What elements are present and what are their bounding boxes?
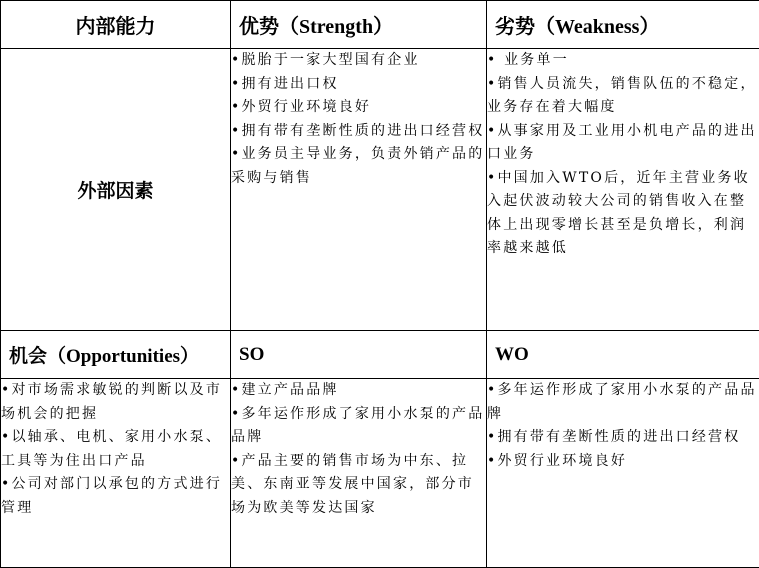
so-cell — [231, 379, 487, 568]
wo-item: •外贸行业环境良好 — [487, 450, 759, 474]
header-internal-capability — [1, 1, 231, 49]
header-strength-text: 优势（Strength） — [231, 16, 393, 38]
header-internal-capability-text: 内部能力 — [1, 10, 230, 39]
weakness-item: • 业务单一 — [487, 49, 759, 73]
opportunity-item: •公司对部门以承包的方式进行管理 — [1, 473, 230, 520]
so-item: •多年运作形成了家用小水泵的产品品牌 — [231, 403, 486, 450]
opportunity-item: •对市场需求敏锐的判断以及市场机会的把握 — [1, 379, 230, 426]
opportunities-header-text: 机会（Opportunities） — [1, 341, 230, 368]
opportunity-item: •以轴承、电机、家用小水泵、工具等为住出口产品 — [1, 426, 230, 473]
opportunities-cell — [1, 379, 231, 568]
external-row — [1, 49, 759, 331]
header-row — [1, 1, 759, 49]
header-strength — [231, 1, 487, 49]
strength-item: •拥有带有垄断性质的进出口经营权 — [231, 120, 486, 144]
strength-item: •脱胎于一家大型国有企业 — [231, 49, 486, 73]
opportunities-header — [1, 331, 231, 379]
so-item: •产品主要的销售市场为中东、拉美、东南亚等发展中国家，部分市场为欧美等发达国家 — [231, 450, 486, 521]
weaknesses-cell — [487, 49, 759, 331]
opportunity-body-row — [1, 379, 759, 568]
wo-item: •多年运作形成了家用小水泵的产品品牌 — [487, 379, 759, 426]
opportunity-header-row — [1, 331, 759, 379]
header-weakness — [487, 1, 759, 49]
wo-cell — [487, 379, 759, 568]
wo-header-text: WO — [487, 344, 529, 365]
so-header — [231, 331, 487, 379]
strengths-cell — [231, 49, 487, 331]
header-weakness-text: 劣势（Weakness） — [487, 16, 659, 38]
so-item: •建立产品品牌 — [231, 379, 486, 403]
weakness-item: •销售人员流失，销售队伍的不稳定，业务存在着大幅度 — [487, 73, 759, 120]
external-factors-label: 外部因素 — [1, 49, 231, 331]
wo-header — [487, 331, 759, 379]
strength-item: •业务员主导业务，负责外销产品的采购与销售 — [231, 143, 486, 190]
strength-item: •外贸行业环境良好 — [231, 96, 486, 120]
so-header-text: SO — [231, 344, 264, 365]
wo-item: •拥有带有垄断性质的进出口经营权 — [487, 426, 759, 450]
weakness-item: •中国加入WTO后，近年主营业务收入起伏波动较大公司的销售收入在整体上出现零增长甚至是负增长，利润率越来越低 — [487, 167, 759, 261]
weakness-item: •从事家用及工业用小机电产品的进出口业务 — [487, 120, 759, 167]
strength-item: •拥有进出口权 — [231, 73, 486, 97]
